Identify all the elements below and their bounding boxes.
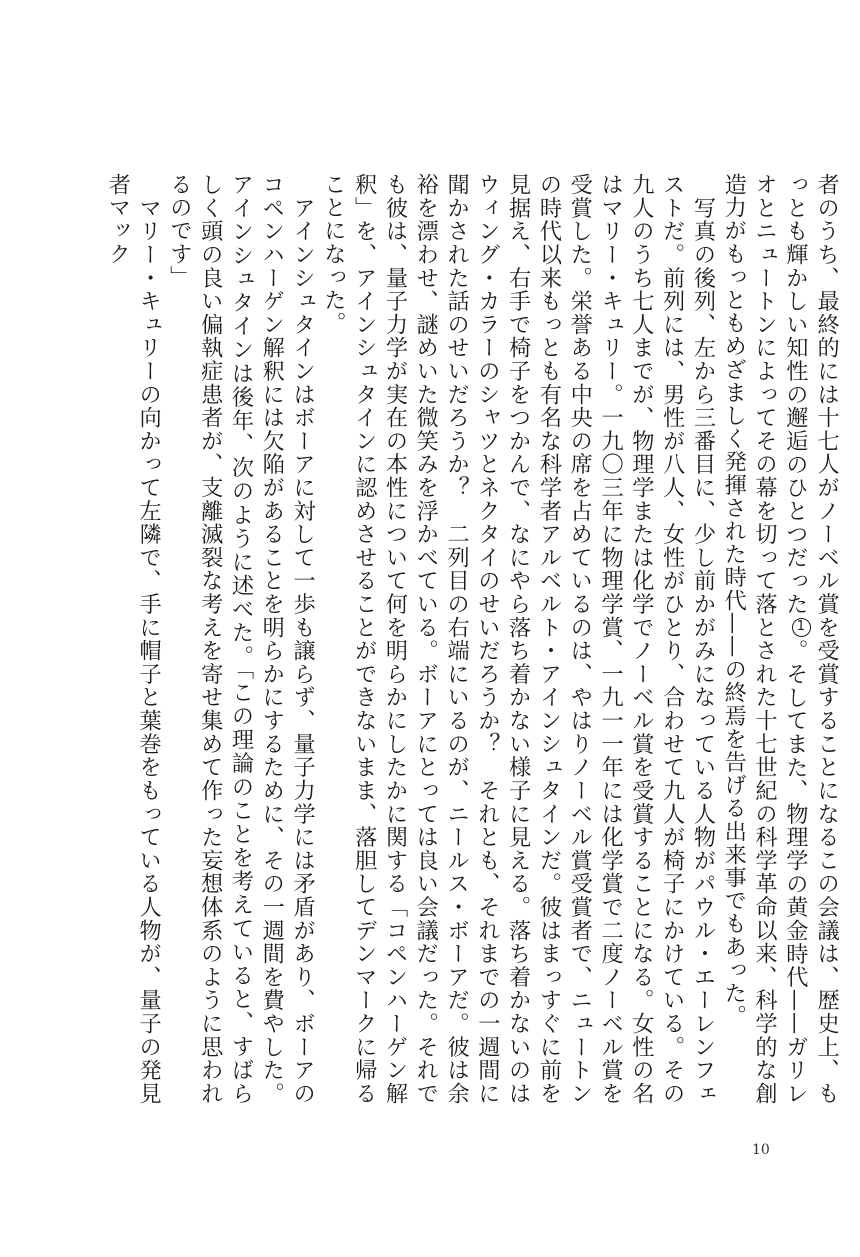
paragraph-3: アインシュタインはボーアに対して一歩も譲らず、量子力学には矛盾があり、ボーアのコペンハーゲン解釈には欠陥があることを明らかにするために、その一週間を費やした。アインシュタインは後年、次のように述べた。「この理論のことを考えていると、すばらしく頭の良い偏執症患者が、支離滅裂な考えを寄せ集めて作った妄想体系のように思われるのです」 bbox=[166, 173, 316, 1105]
body-text-area bbox=[102, 173, 840, 1105]
paragraph-1 bbox=[718, 173, 842, 1105]
paragraph-1-text-a: 者のうち、最終的には十七人がノーベル賞を受賞することになるこの会議は、歴史上、もっとも輝かしい知性の邂逅のひとつだった bbox=[782, 173, 840, 1105]
paragraph-4: マリー・キュリーの向かって左隣で、手に帽子と葉巻をもっている人物が、量子の発見者マック bbox=[104, 173, 162, 1105]
page-number: 10 bbox=[752, 1142, 770, 1158]
paragraph-2: 写真の後列、左から三番目に、少し前かがみになっている人物がパウル・エーレンフェストだ。前列には、男性が八人、女性がひとり、合わせて九人が椅子にかけている。その九人のうち七人までが、物理学または化学でノーベル賞を受賞することになる。女性の名はマリー・キュリー。一九〇三年に物理学賞、一九一一年には化学賞で二度ノーベル賞を受賞した。栄誉ある中央の席を占めているのは、やはりノーベル賞受賞者で、ニュートンの時代以来もっとも有名な科学者アルベルト・アインシュタインだ。彼はまっすぐに前を見据え、右手で椅子をつかんで、なにやら落ち着かない様子に見える。落ち着かないのはウィング・カラーのシャツとネクタイのせいだろうか？ それとも、それまでの一週間に聞かされた話のせいだろうか？ 二列目の右端にいるのが、ニールス・ボーアだ。彼は余裕を漂わせ、謎めいた微笑みを浮かべている。ボーアにとっては良い会議だった。それでも彼は、量子力学が実在の本性について何を明らかにしたかに関する「コペンハーゲン解釈」を、アインシュタインに認めさせることができないまま、落胆してデンマークに帰ることになった。 bbox=[320, 173, 716, 1105]
vertical-text-block bbox=[102, 173, 842, 1105]
paragraph-1-text-b: 。そしてまた、物理学の黄金時代——ガリレオとニュートンによってその幕を切って落とされた十七世紀の科学革命以来、科学的な創造力がもっともめざましく発揮された時代——の終焉を告げる出来事でもあった。 bbox=[720, 173, 809, 1105]
footnote-marker: 1 bbox=[792, 618, 811, 637]
